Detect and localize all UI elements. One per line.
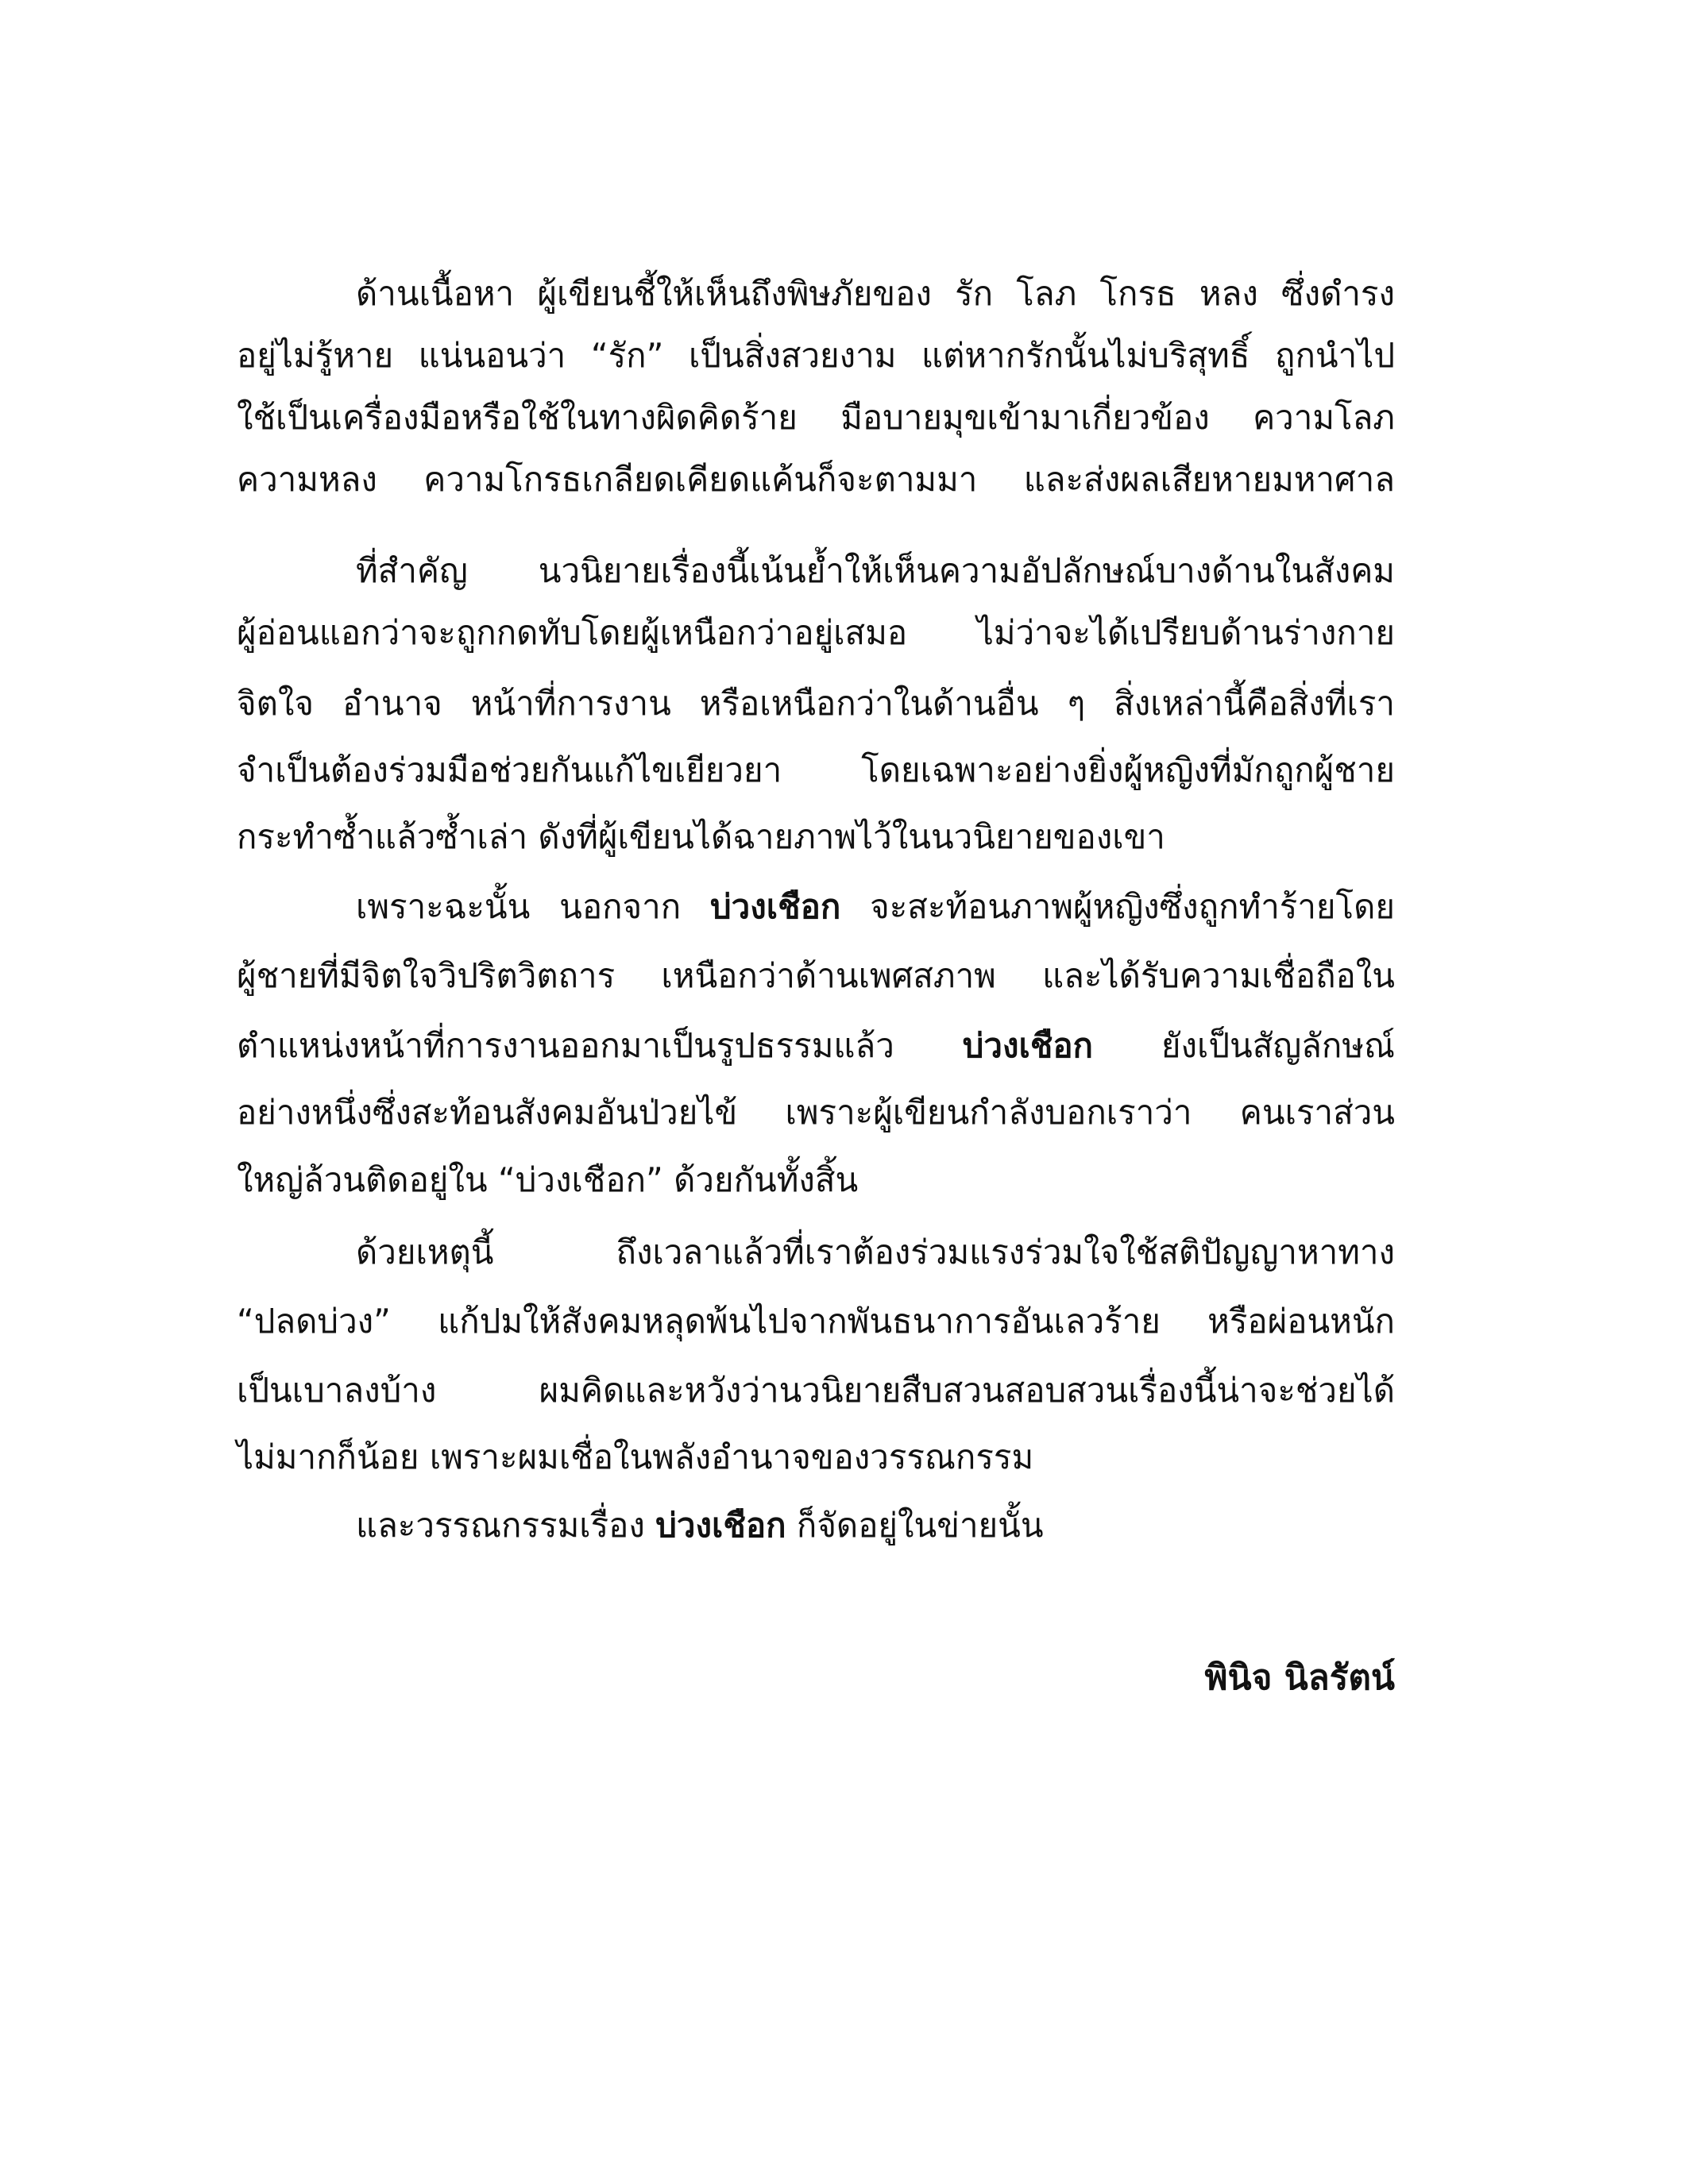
paragraph-line xyxy=(356,884,1395,930)
text-run: ยังเป็นสัญลักษณ์ xyxy=(1093,1026,1395,1065)
paragraph-line: ด้านเนื้อหา ผู้เขียนชี้ให้เห็นถึงพิษภัยของ รัก โลภ โกรธ หลง ซึ่งดำรง xyxy=(356,274,1395,313)
paragraph-line: อย่างหนึ่งซึ่งสะท้อนสังคมอันป่วยไข้ เพราะผู้เขียนกำลังบอกเราว่า คนเราส่วน xyxy=(237,1093,1395,1132)
text-run: เพราะฉะนั้น นอกจาก xyxy=(356,887,710,926)
text-run: ตำแหน่งหน้าที่การงานออกมาเป็นรูปธรรมแล้ว xyxy=(237,1026,963,1065)
paragraph-line: ที่สำคัญ นวนิยายเรื่องนี้เน้นย้ำให้เห็นความอัปลักษณ์บางด้านในสังคม xyxy=(356,551,1395,590)
author-signature: พินิจ นิลรัตน์ xyxy=(1204,1657,1395,1698)
paragraph-line xyxy=(237,1023,1395,1069)
paragraph-line xyxy=(356,1503,1395,1549)
paragraph-line: ด้วยเหตุนี้ ถึงเวลาแล้วที่เราต้องร่วมแรงร่วมใจใช้สติปัญญาหาทาง xyxy=(356,1233,1395,1271)
text-run: ก็จัดอยู่ในข่ายนั้น xyxy=(786,1506,1044,1545)
text-run: และวรรณกรรมเรื่อง xyxy=(356,1506,656,1545)
book-title: บ่วงเชือก xyxy=(655,1506,786,1545)
text-run: จะสะท้อนภาพผู้หญิงซึ่งถูกทำร้ายโดย xyxy=(840,887,1395,926)
paragraph-line: จิตใจ อำนาจ หน้าที่การงาน หรือเหนือกว่าในด้านอื่น ๆ สิ่งเหล่านี้คือสิ่งที่เรา xyxy=(237,684,1395,723)
paragraph-line: ใหญ่ล้วนติดอยู่ใน “บ่วงเชือก” ด้วยกันทั้งสิ้น xyxy=(237,1160,859,1199)
paragraph-line: ผู้อ่อนแอกว่าจะถูกกดทับโดยผู้เหนือกว่าอยู่เสมอ ไม่ว่าจะได้เปรียบด้านร่างกาย xyxy=(237,613,1395,652)
book-title: บ่วงเชือก xyxy=(710,887,841,926)
paragraph-line: ใช้เป็นเครื่องมือหรือใช้ในทางผิดคิดร้าย มือบายมุขเข้ามาเกี่ยวข้อง ความโลภ xyxy=(237,398,1395,437)
paragraph-line: ผู้ชายที่มีจิตใจวิปริตวิตถาร เหนือกว่าด้านเพศสภาพ และได้รับความเชื่อถือใน xyxy=(237,956,1395,995)
paragraph-line: “ปลดบ่วง” แก้ปมให้สังคมหลุดพ้นไปจากพันธนาการอันเลวร้าย หรือผ่อนหนัก xyxy=(237,1302,1395,1341)
book-title: บ่วงเชือก xyxy=(962,1026,1093,1065)
paragraph-line: เป็นเบาลงบ้าง ผมคิดและหวังว่านวนิยายสืบสวนสอบสวนเรื่องนี้น่าจะช่วยได้ xyxy=(237,1371,1395,1410)
paragraph-line: อยู่ไม่รู้หาย แน่นอนว่า “รัก” เป็นสิ่งสวยงาม แต่หากรักนั้นไม่บริสุทธิ์ ถูกนำไป xyxy=(237,336,1395,375)
paragraph-line: ไม่มากก็น้อย เพราะผมเชื่อในพลังอำนาจของวรรณกรรม xyxy=(237,1437,1034,1476)
paragraph-line: จำเป็นต้องร่วมมือช่วยกันแก้ไขเยียวยา โดยเฉพาะอย่างยิ่งผู้หญิงที่มักถูกผู้ชาย xyxy=(237,751,1395,789)
paragraph-line: กระทำซ้ำแล้วซ้ำเล่า ดังที่ผู้เขียนได้ฉายภาพไว้ในนวนิยายของเขา xyxy=(237,817,1165,856)
paragraph-line: ความหลง ความโกรธเกลียดเคียดแค้นก็จะตามมา และส่งผลเสียหายมหาศาล xyxy=(237,460,1395,499)
